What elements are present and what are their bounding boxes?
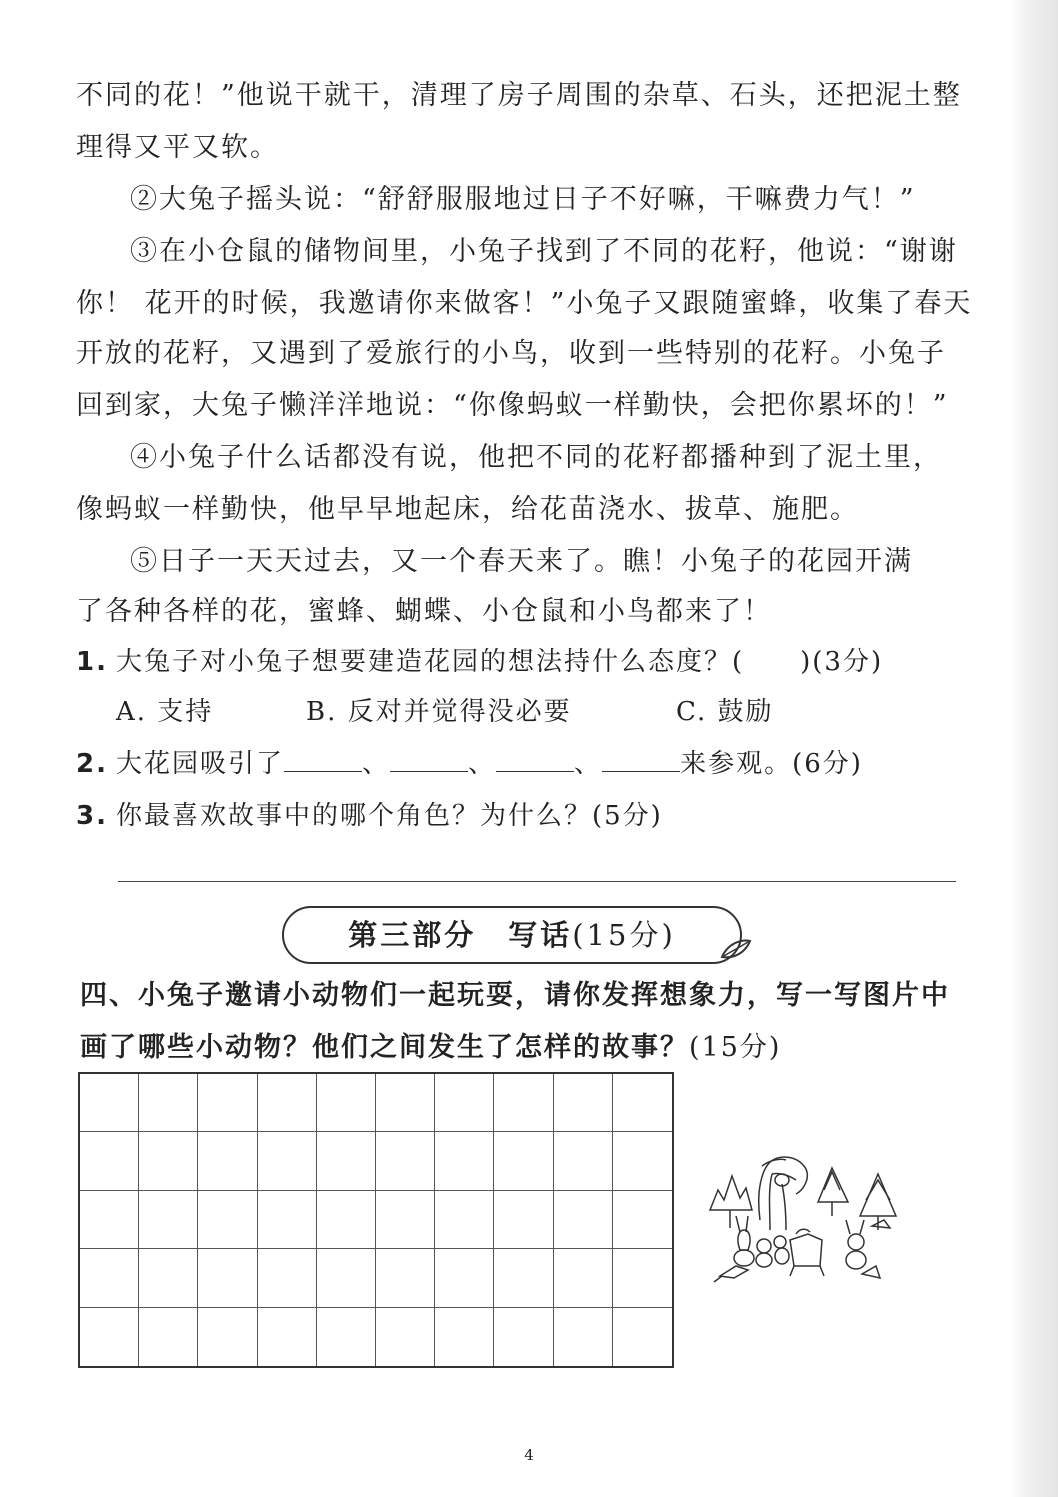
option-b[interactable]: B. 反对并觉得没必要 <box>306 697 572 727</box>
page-number: 4 <box>524 1446 534 1464</box>
grid-cell[interactable] <box>258 1074 317 1132</box>
section-score: (15分) <box>572 918 676 952</box>
grid-cell[interactable] <box>80 1191 139 1249</box>
separator: 、 <box>468 749 497 779</box>
grid-cell[interactable] <box>258 1308 317 1366</box>
answer-blank[interactable] <box>284 745 362 772</box>
question-suffix: 来参观。(6分) <box>680 749 863 779</box>
grid-cell[interactable] <box>198 1308 257 1366</box>
grid-cell[interactable] <box>613 1074 672 1132</box>
grid-cell[interactable] <box>258 1132 317 1190</box>
writing-task-line-2 <box>80 1028 781 1068</box>
grid-cell[interactable] <box>376 1132 435 1190</box>
writing-task-text: 画了哪些小动物？他们之间发生了怎样的故事？ <box>80 1032 689 1063</box>
grid-cell[interactable] <box>139 1308 198 1366</box>
grid-cell[interactable] <box>435 1249 494 1307</box>
story-line: 回到家，大兔子懒洋洋地说：“你像蚂蚁一样勤快，会把你累坏的！” <box>76 390 949 421</box>
story-line: ⑤日子一天天过去，又一个春天来了。瞧！小兔子的花园开满 <box>130 546 913 577</box>
grid-cell[interactable] <box>198 1249 257 1307</box>
section-divider <box>118 881 956 882</box>
separator: 、 <box>362 749 391 779</box>
answer-blank[interactable] <box>496 745 574 772</box>
story-line: ④小兔子什么话都没有说，他把不同的花籽都播种到了泥土里， <box>130 442 942 473</box>
story-line: 你！ 花开的时候，我邀请你来做客！”小兔子又跟随蜜蜂，收集了春天 <box>76 288 973 319</box>
grid-cell[interactable] <box>376 1249 435 1307</box>
grid-cell[interactable] <box>613 1249 672 1307</box>
option-c[interactable]: C. 鼓励 <box>676 697 774 727</box>
grid-cell[interactable] <box>613 1191 672 1249</box>
grid-cell[interactable] <box>494 1132 553 1190</box>
writing-task-score: (15分) <box>689 1032 782 1063</box>
grid-cell[interactable] <box>554 1074 613 1132</box>
leaf-icon <box>720 935 752 961</box>
question-1-options <box>116 692 774 732</box>
grid-cell[interactable] <box>317 1249 376 1307</box>
question-1 <box>76 642 883 682</box>
grid-cell[interactable] <box>80 1074 139 1132</box>
grid-cell[interactable] <box>376 1191 435 1249</box>
grid-cell[interactable] <box>376 1308 435 1366</box>
grid-cell[interactable] <box>317 1132 376 1190</box>
question-text: 大花园吸引了 <box>116 749 285 779</box>
grid-cell[interactable] <box>139 1074 198 1132</box>
option-a[interactable]: A. 支持 <box>116 697 214 727</box>
story-line: 像蚂蚁一样勤快，他早早地起床，给花苗浇水、拔草、施肥。 <box>76 494 859 525</box>
section-title: 第三部分 写话 <box>348 918 573 952</box>
story-line: ③在小仓鼠的储物间里，小兔子找到了不同的花籽，他说：“谢谢 <box>130 236 958 267</box>
story-line: 开放的花籽，又遇到了爱旅行的小鸟，收到一些特别的花籽。小兔子 <box>76 338 946 369</box>
grid-cell[interactable] <box>435 1308 494 1366</box>
section-banner <box>282 906 742 964</box>
grid-cell[interactable] <box>554 1249 613 1307</box>
grid-cell[interactable] <box>554 1308 613 1366</box>
grid-cell[interactable] <box>198 1191 257 1249</box>
question-3 <box>76 796 663 836</box>
separator: 、 <box>574 749 603 779</box>
grid-cell[interactable] <box>258 1249 317 1307</box>
forest-animals-illustration <box>700 1150 910 1290</box>
grid-cell[interactable] <box>139 1191 198 1249</box>
question-number: 3. <box>76 801 108 831</box>
grid-cell[interactable] <box>139 1132 198 1190</box>
grid-cell[interactable] <box>198 1074 257 1132</box>
story-line: 不同的花！”他说干就干，清理了房子周围的杂草、石头，还把泥土整 <box>76 80 962 111</box>
grid-cell[interactable] <box>613 1308 672 1366</box>
writing-grid[interactable] <box>78 1072 674 1368</box>
grid-cell[interactable] <box>80 1249 139 1307</box>
page-edge-shadow <box>1010 0 1058 1497</box>
grid-cell[interactable] <box>613 1132 672 1190</box>
grid-cell[interactable] <box>494 1308 553 1366</box>
grid-cell[interactable] <box>80 1308 139 1366</box>
question-text: 大兔子对小兔子想要建造花园的想法持什么态度？( )(3分) <box>116 647 884 677</box>
grid-cell[interactable] <box>494 1249 553 1307</box>
story-line: 了各种各样的花，蜜蜂、蝴蝶、小仓鼠和小鸟都来了！ <box>76 596 772 627</box>
grid-cell[interactable] <box>494 1074 553 1132</box>
writing-task-line-1: 四、小兔子邀请小动物们一起玩耍，请你发挥想象力，写一写图片中 <box>80 980 950 1011</box>
question-number: 1. <box>76 647 108 677</box>
grid-cell[interactable] <box>198 1132 257 1190</box>
grid-cell[interactable] <box>435 1132 494 1190</box>
grid-cell[interactable] <box>554 1191 613 1249</box>
grid-cell[interactable] <box>376 1074 435 1132</box>
answer-blank[interactable] <box>602 745 680 772</box>
grid-cell[interactable] <box>494 1191 553 1249</box>
story-line: 理得又平又软。 <box>76 132 279 163</box>
grid-cell[interactable] <box>80 1132 139 1190</box>
grid-cell[interactable] <box>258 1191 317 1249</box>
question-text: 你最喜欢故事中的哪个角色？为什么？(5分) <box>116 801 663 831</box>
story-line: ②大兔子摇头说：“舒舒服服地过日子不好嘛，干嘛费力气！” <box>130 184 916 215</box>
grid-cell[interactable] <box>554 1132 613 1190</box>
grid-cell[interactable] <box>139 1249 198 1307</box>
question-2 <box>76 744 863 784</box>
answer-blank[interactable] <box>390 745 468 772</box>
grid-cell[interactable] <box>317 1074 376 1132</box>
grid-cell[interactable] <box>435 1191 494 1249</box>
grid-cell[interactable] <box>435 1074 494 1132</box>
question-number: 2. <box>76 749 108 779</box>
grid-cell[interactable] <box>317 1191 376 1249</box>
grid-cell[interactable] <box>317 1308 376 1366</box>
